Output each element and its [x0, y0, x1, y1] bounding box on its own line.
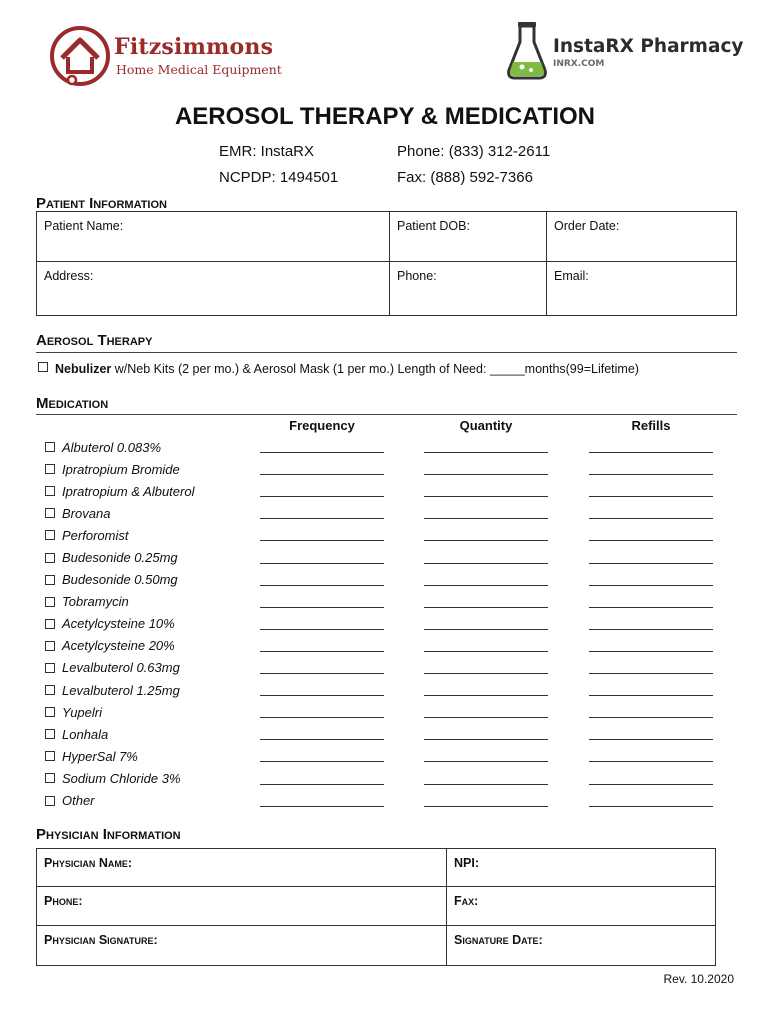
medication-item [45, 635, 194, 657]
refills-blank[interactable] [589, 745, 713, 767]
nebulizer-checkbox[interactable] [38, 362, 48, 372]
patient-name-field[interactable] [37, 212, 390, 262]
medication-item [45, 591, 194, 613]
order-date-field[interactable] [547, 212, 737, 262]
medication-checkbox[interactable] [45, 773, 55, 783]
refills-blank[interactable] [589, 591, 713, 613]
frequency-blank[interactable] [260, 635, 384, 657]
medication-label: Tobramycin [62, 594, 129, 610]
quantity-blank[interactable] [424, 723, 548, 745]
physician-phone-label: Phone: [44, 894, 83, 908]
medication-checkbox[interactable] [45, 641, 55, 651]
refills-blank[interactable] [589, 657, 713, 679]
address-label: Address: [44, 269, 94, 283]
refills-blank[interactable] [589, 790, 713, 812]
physician-fax-field[interactable] [447, 887, 716, 926]
frequency-blank[interactable] [260, 790, 384, 812]
address-field[interactable] [37, 262, 390, 316]
medication-checkbox[interactable] [45, 751, 55, 761]
fitzsimmons-subtitle: Home Medical Equipment [116, 62, 282, 77]
patient-phone-field[interactable] [390, 262, 547, 316]
patient-dob-label: Patient DOB: [397, 219, 470, 233]
medication-checkbox[interactable] [45, 597, 55, 607]
frequency-blank[interactable] [260, 480, 384, 502]
medication-checkbox[interactable] [45, 663, 55, 673]
medication-item [45, 613, 194, 635]
quantity-blank[interactable] [424, 679, 548, 701]
medication-item [45, 657, 194, 679]
email-field[interactable] [547, 262, 737, 316]
medication-label: Levalbuterol 0.63mg [62, 660, 180, 676]
instarx-logo [505, 20, 744, 84]
frequency-blank[interactable] [260, 613, 384, 635]
quantity-column [424, 436, 548, 812]
fitzsimmons-name: Fitzsimmons [114, 34, 274, 60]
medication-label: Other [62, 793, 95, 809]
medication-item [45, 546, 194, 568]
refills-blank[interactable] [589, 502, 713, 524]
signature-date-field[interactable] [447, 926, 716, 966]
frequency-blank[interactable] [260, 745, 384, 767]
patient-info-table [36, 211, 737, 316]
medication-checkbox[interactable] [45, 464, 55, 474]
physician-name-field[interactable] [37, 849, 447, 887]
physician-name-label: Physician Name: [44, 856, 133, 870]
quantity-blank[interactable] [424, 591, 548, 613]
quantity-blank[interactable] [424, 701, 548, 723]
quantity-blank[interactable] [424, 745, 548, 767]
medication-list [45, 436, 194, 812]
medication-checkbox[interactable] [45, 796, 55, 806]
physician-fax-label: Fax: [454, 894, 479, 908]
medication-label: Lonhala [62, 726, 109, 742]
quantity-blank[interactable] [424, 458, 548, 480]
frequency-blank[interactable] [260, 569, 384, 591]
medication-item [45, 480, 194, 502]
medication-checkbox[interactable] [45, 707, 55, 717]
medication-item [45, 436, 194, 458]
medication-section-title: Medication [36, 395, 109, 412]
refills-blank[interactable] [589, 546, 713, 568]
quantity-header: Quantity [459, 418, 513, 433]
medication-label: Ipratropium & Albuterol [62, 483, 195, 499]
medication-checkbox[interactable] [45, 729, 55, 739]
medication-item [45, 790, 194, 812]
fax-info: Fax: (888) 592-7366 [397, 169, 533, 186]
frequency-blank[interactable] [260, 524, 384, 546]
order-date-label: Order Date: [554, 219, 620, 233]
medication-checkbox[interactable] [45, 685, 55, 695]
nebulizer-option [38, 362, 639, 376]
quantity-blank[interactable] [424, 436, 548, 458]
medication-label: Acetylcysteine 10% [62, 616, 175, 632]
refills-blank[interactable] [589, 679, 713, 701]
medication-label: Brovana [62, 505, 111, 521]
physician-section-title: Physician Information [36, 826, 181, 843]
refills-blank[interactable] [589, 701, 713, 723]
quantity-blank[interactable] [424, 657, 548, 679]
quantity-blank[interactable] [424, 635, 548, 657]
emr-info: EMR: InstaRX [219, 143, 315, 160]
quantity-blank[interactable] [424, 480, 548, 502]
refills-blank[interactable] [589, 613, 713, 635]
medication-item [45, 569, 194, 591]
medication-label: Sodium Chloride 3% [62, 770, 181, 786]
physician-signature-label: Physician Signature: [44, 933, 158, 947]
medication-label: Acetylcysteine 20% [62, 638, 175, 654]
medication-checkbox[interactable] [45, 442, 55, 452]
refills-blank[interactable] [589, 480, 713, 502]
house-logo-icon [48, 24, 112, 88]
medication-checkbox[interactable] [45, 508, 55, 518]
quantity-blank[interactable] [424, 569, 548, 591]
refills-blank[interactable] [589, 436, 713, 458]
patient-dob-field[interactable] [390, 212, 547, 262]
quantity-blank[interactable] [424, 767, 548, 789]
aerosol-section-title: Aerosol Therapy [36, 332, 153, 349]
quantity-blank[interactable] [424, 546, 548, 568]
medication-label: Budesonide 0.50mg [62, 572, 178, 588]
nebulizer-details: w/Neb Kits (2 per mo.) & Aerosol Mask (1 per mo.) Length of Need: _____months(99=Lifetime) [111, 362, 639, 376]
quantity-blank[interactable] [424, 502, 548, 524]
aerosol-divider [36, 352, 737, 353]
refills-blank[interactable] [589, 524, 713, 546]
medication-label: Ipratropium Bromide [62, 461, 180, 477]
fitzsimmons-logo [48, 24, 288, 88]
medication-checkbox[interactable] [45, 553, 55, 563]
refills-blank[interactable] [589, 635, 713, 657]
signature-date-label: Signature Date: [454, 933, 543, 947]
refills-blank[interactable] [589, 569, 713, 591]
physician-info-table [36, 848, 716, 966]
patient-name-label: Patient Name: [44, 219, 124, 233]
form-title: AEROSOL THERAPY & MEDICATION [174, 103, 596, 130]
instarx-name: InstaRX Pharmacy [553, 36, 744, 57]
medication-label: Budesonide 0.25mg [62, 550, 178, 566]
frequency-blank[interactable] [260, 458, 384, 480]
medication-label: Perforomist [62, 527, 129, 543]
refills-blank[interactable] [589, 767, 713, 789]
frequency-blank[interactable] [260, 701, 384, 723]
patient-phone-label: Phone: [397, 269, 437, 283]
medication-label: Yupelri [62, 704, 102, 720]
email-label: Email: [554, 269, 589, 283]
refills-blank[interactable] [589, 458, 713, 480]
medication-item [45, 524, 194, 546]
medication-item [45, 458, 194, 480]
quantity-blank[interactable] [424, 613, 548, 635]
frequency-blank[interactable] [260, 657, 384, 679]
medication-item [45, 701, 194, 723]
medication-divider [36, 414, 737, 415]
instarx-url: INRX.COM [553, 59, 605, 69]
patient-section-title: Patient Information [36, 195, 167, 212]
revision-label: Rev. 10.2020 [663, 972, 734, 986]
ncpdp-info: NCPDP: 1494501 [219, 169, 339, 186]
refills-header: Refills [631, 418, 671, 433]
frequency-blank[interactable] [260, 679, 384, 701]
frequency-blank[interactable] [260, 546, 384, 568]
npi-field[interactable] [447, 849, 716, 887]
flask-logo-icon [505, 20, 549, 82]
medication-item [45, 767, 194, 789]
medication-checkbox[interactable] [45, 575, 55, 585]
medication-checkbox[interactable] [45, 619, 55, 629]
frequency-blank[interactable] [260, 436, 384, 458]
frequency-header: Frequency [289, 418, 355, 433]
medication-item [45, 502, 194, 524]
frequency-blank[interactable] [260, 767, 384, 789]
medication-label: Levalbuterol 1.25mg [62, 682, 180, 698]
npi-label: NPI: [454, 856, 479, 870]
medication-label: Albuterol 0.083% [62, 439, 162, 455]
refills-blank[interactable] [589, 723, 713, 745]
frequency-column [260, 436, 384, 812]
medication-label: HyperSal 7% [62, 748, 138, 764]
frequency-blank[interactable] [260, 502, 384, 524]
physician-phone-field[interactable] [37, 887, 447, 926]
physician-signature-field[interactable] [37, 926, 447, 966]
quantity-blank[interactable] [424, 524, 548, 546]
frequency-blank[interactable] [260, 723, 384, 745]
medication-checkbox[interactable] [45, 530, 55, 540]
medication-item [45, 723, 194, 745]
nebulizer-label: Nebulizer [55, 362, 112, 376]
medication-checkbox[interactable] [45, 486, 55, 496]
medication-item [45, 679, 194, 701]
frequency-blank[interactable] [260, 591, 384, 613]
quantity-blank[interactable] [424, 790, 548, 812]
phone-info: Phone: (833) 312-2611 [397, 143, 551, 160]
medication-item [45, 745, 194, 767]
refills-column [589, 436, 713, 812]
